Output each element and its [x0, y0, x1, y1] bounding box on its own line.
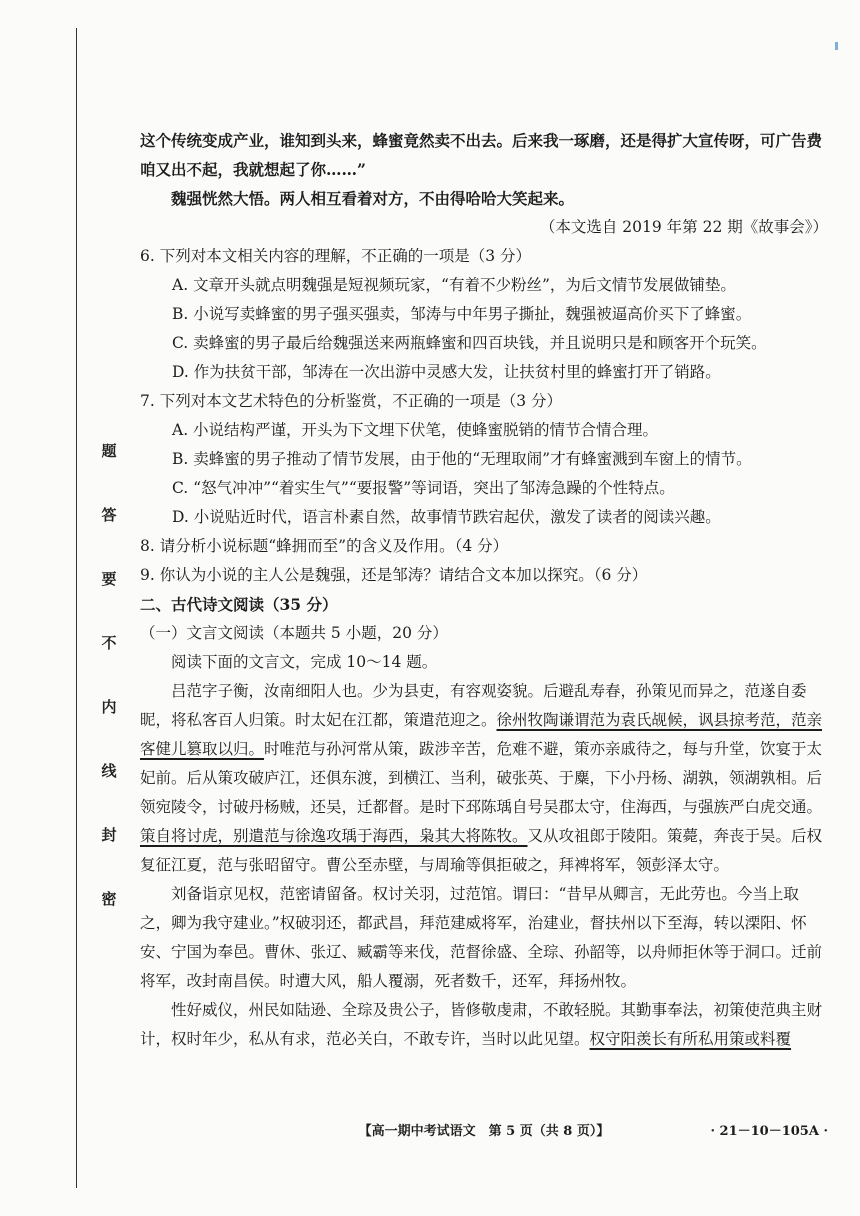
seal-char: 答	[101, 506, 117, 524]
passage-text: 性好威仪，州民如陆逊、全琮及贵公子，皆修敬虔肃，不敢轻脱。其勤事奉法，初策使范典主财计，权时年少，私从有求，范必关白，不敢专许，当时以此见望。	[140, 1001, 823, 1048]
seal-line-notice	[98, 440, 120, 909]
text-line: 阅读下面的文言文，完成 10～14 题。	[171, 653, 438, 671]
passage-text: 时唯范与孙河常从策，跋涉辛苦，危难不避，策亦亲戚待之，每与升堂，饮宴于太妃前。后从策攻破庐江，还俱东渡，到横江、当利，破张英、于麋，下小丹杨、湖孰，领湖孰相。后领宛陵令，讨破丹杨贼，还吴，迁都督。是时下邳陈瑀自号吴郡太守，住海西，与强族严白虎交通。	[140, 740, 823, 816]
text-line: B. 小说写卖蜂蜜的男子强买强卖，邹涛与中年男子撕扯，魏强被逼高价买下了蜂蜜。	[172, 305, 752, 323]
text-line: 这个传统变成产业，谁知到头来，蜂蜜竟然卖不出去。后来我一琢磨，还是得扩大宣传呀，可广告费咱又出不起，我就想起了你……”	[140, 131, 823, 179]
seal-char: 封	[101, 826, 117, 844]
seal-char: 线	[101, 762, 117, 780]
underlined-sentence: 权守阳羡长有所私用策或料覆	[589, 1030, 792, 1048]
text-line: 9. 你认为小说的主人公是魏强，还是邹涛？请结合文本加以探究。（6 分）	[140, 566, 648, 584]
seal-char: 内	[101, 698, 117, 716]
text-line: 8. 请分析小说标题“蜂拥而至”的含义及作用。（4 分）	[140, 537, 509, 555]
underlined-sentence: 策自将讨虎，别遣范与徐逸攻瑀于海西，枭其大将陈牧。	[140, 827, 528, 845]
text-line: 6. 下列对本文相关内容的理解，不正确的一项是（3 分）	[140, 247, 532, 265]
passage-text: 又从攻祖郎于陵阳。策薨，奔丧于吴。后权复征江夏，范与张昭留守。曹公至赤壁，与周瑜等俱拒破之，拜裨将军，领彭泽太守。	[140, 827, 823, 874]
seal-char: 题	[101, 442, 117, 460]
text-line: A. 小说结构严谨，开头为下文埋下伏笔，使蜂蜜脱销的情节合情合理。	[172, 421, 659, 439]
text-line: 7. 下列对本文艺术特色的分析鉴赏，不正确的一项是（3 分）	[140, 392, 563, 410]
footer-code: · 21－10－105A ·	[710, 1124, 828, 1139]
text-line: D. 小说贴近时代，语言朴素自然，故事情节跌宕起伏，激发了读者的阅读兴趣。	[172, 508, 721, 526]
passage-paragraph-3	[140, 996, 828, 1054]
passage-paragraph-2: 刘备诣京见权，范密请留备。权讨关羽，过范馆。谓曰：“昔早从卿言，无此劳也。今当上取之，卿为我守建业。”权破羽还，都武昌，拜范建威将军，治建业，督扶州以下至海，转以溧阳、怀安、宁国为奉邑。曹休、张辽、臧霸等来伐，范督徐盛、全琮、孙韶等，以舟师拒休等于洞口。迁前将军，改封南昌侯。时遭大风，船人覆溺，死者数千，还军，拜扬州牧。	[140, 885, 823, 990]
question-section	[140, 126, 828, 677]
footer-title: 【高一期中考试语文 第 5 页（共 8 页）】	[358, 1124, 610, 1139]
seal-char: 不	[101, 634, 117, 652]
text-line: C. “怒气冲冲”“着实生气”“要报警”等词语，突出了邹涛急躁的个性特点。	[172, 479, 675, 497]
underlined-sentence: 徐州牧陶谦谓范为袁氏觇候，讽县掠考范，范亲客健儿篡取以归。	[140, 711, 823, 758]
text-line: （一）文言文阅读（本题共 5 小题，20 分）	[140, 624, 448, 642]
text-line: C. 卖蜂蜜的男子最后给魏强送来两瓶蜂蜜和四百块钱，并且说明只是和顾客开个玩笑。	[172, 334, 767, 352]
seal-char: 要	[101, 570, 117, 588]
page-content	[140, 126, 828, 1054]
seal-char: 密	[101, 890, 117, 908]
passage-paragraph-1	[140, 677, 828, 880]
binding-line	[76, 28, 77, 1188]
text-line: D. 作为扶贫干部，邹涛在一次出游中灵感大发，让扶贫村里的蜂蜜打开了销路。	[172, 363, 721, 381]
passage-text: 吕范字子衡，汝南细阳人也。少为县吏，有容观姿貌。后避乱寿春，孙策见而异之，范遂自委昵，将私客百人归策。时太妃在江都，策遣范迎之。	[140, 682, 807, 729]
text-line: 二、古代诗文阅读（35 分）	[140, 595, 338, 614]
text-line: （本文选自 2019 年第 22 期《故事会》）	[539, 218, 828, 236]
text-line: 魏强恍然大悟。两人相互看着对方，不由得哈哈大笑起来。	[171, 189, 575, 208]
text-line: A. 文章开头就点明魏强是短视频玩家，“有着不少粉丝”，为后文情节发展做铺垫。	[172, 276, 736, 294]
text-line: B. 卖蜂蜜的男子推动了情节发展，由于他的“无理取闹”才有蜂蜜溅到车窗上的情节。	[172, 450, 752, 468]
scan-mark	[835, 42, 838, 50]
